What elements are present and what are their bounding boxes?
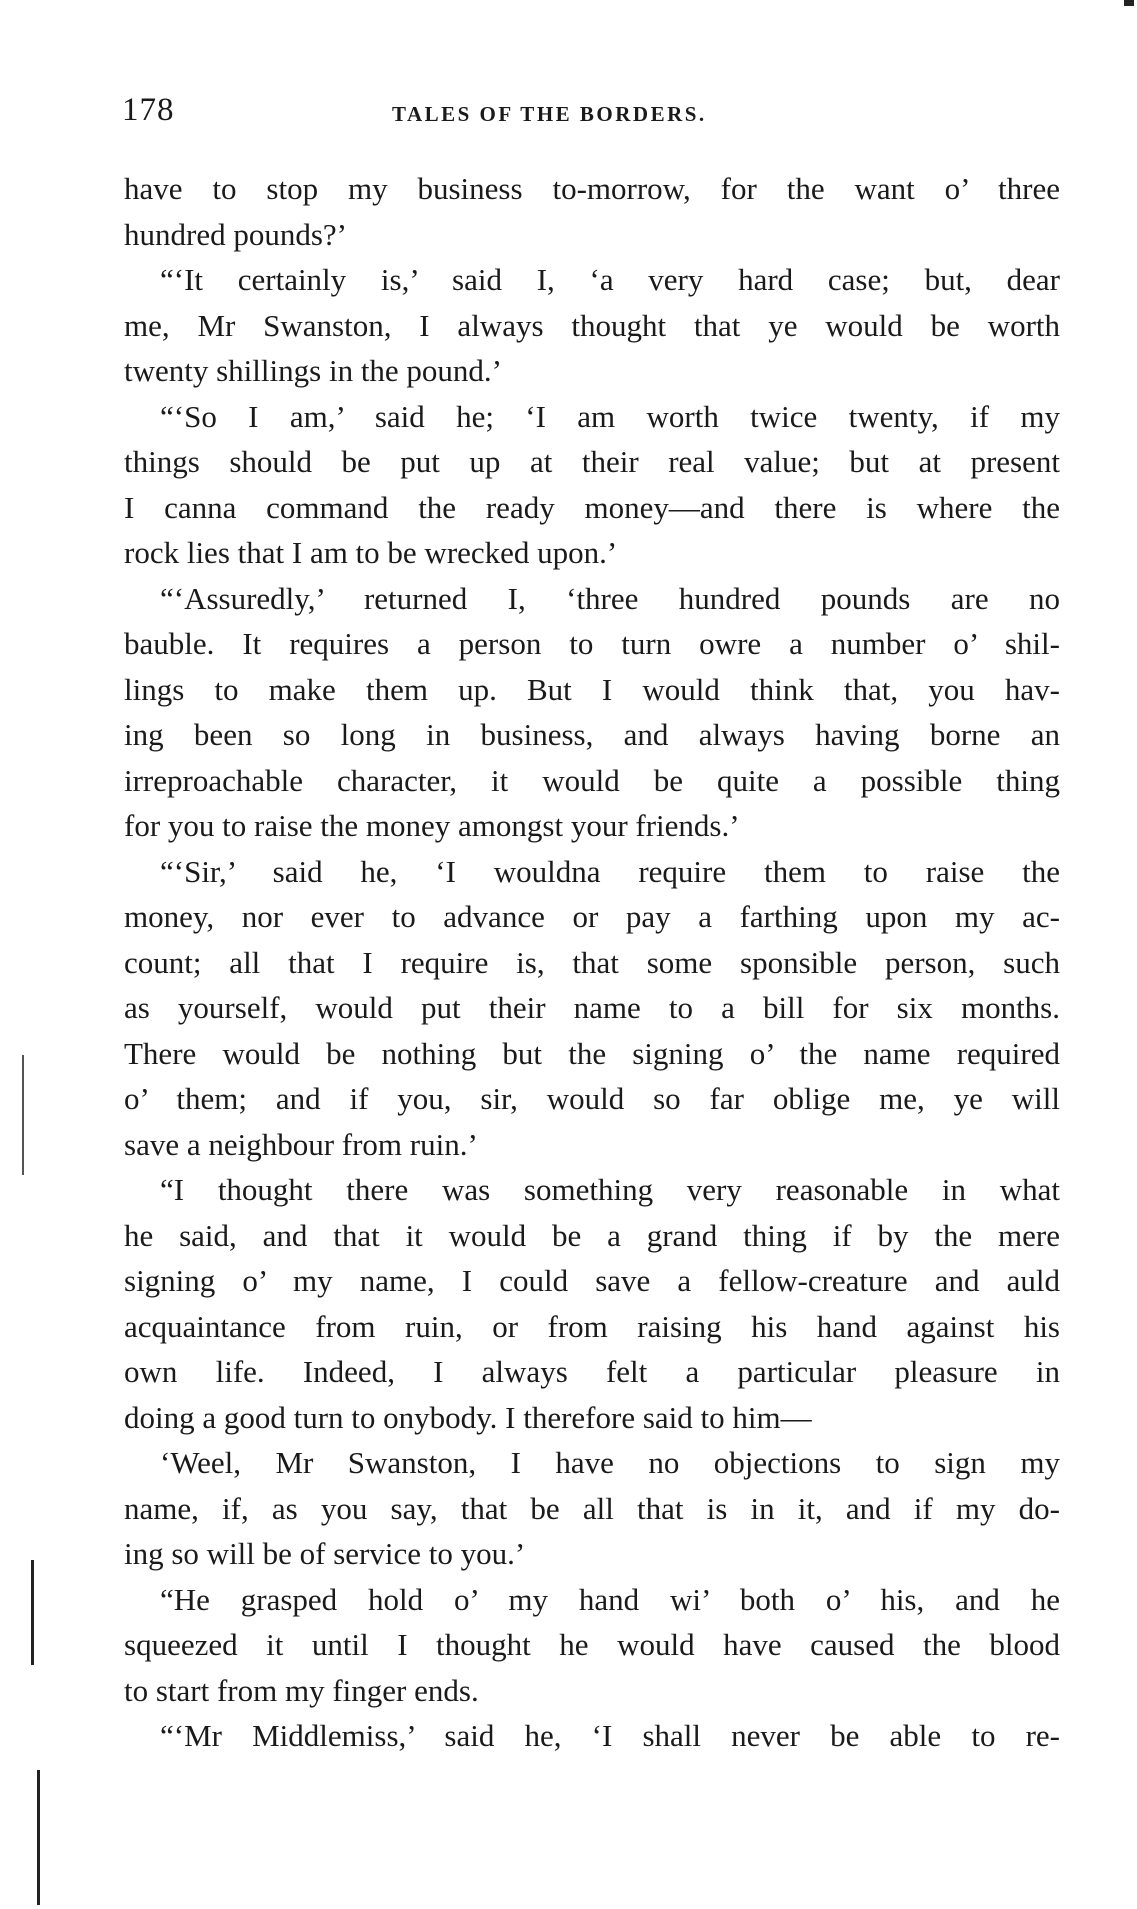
text-line: ‘Weel, Mr Swanston, I have no objections to sign my [160, 1445, 1060, 1480]
text-line: me, Mr Swanston, I always thought that ye would be worth [124, 307, 1060, 343]
text-line: name, if, as you say, that be all that is in it, and if my do- [124, 1490, 1060, 1526]
text-line: to start from my finger ends. [124, 1672, 479, 1708]
text-line: signing o’ my name, I could save a fellow-creature and auld [124, 1263, 1060, 1298]
text-line: “‘It certainly is,’ said I, ‘a very hard case; but, dear [160, 262, 1060, 297]
text-line: “He grasped hold o’ my hand wi’ both o’ his, and he [160, 1581, 1060, 1617]
text-line: o’ them; and if you, sir, would so far oblige me, ye will [124, 1081, 1060, 1116]
scan-edge-mark [37, 1770, 40, 1905]
text-line: as yourself, would put their name to a bill for six months. [124, 990, 1060, 1025]
text-line: bauble. It requires a person to turn owre a number o’ shil- [124, 626, 1060, 661]
text-line: “‘Assuredly,’ returned I, ‘three hundred pounds are no [160, 580, 1060, 616]
text-line: “‘Mr Middlemiss,’ said he, ‘I shall never be able to re- [160, 1718, 1060, 1753]
text-line: count; all that I require is, that some sponsible person, such [124, 944, 1060, 980]
text-line: “‘Sir,’ said he, ‘I wouldna require them to raise the [160, 853, 1060, 889]
text-line: save a neighbour from ruin.’ [124, 1126, 478, 1162]
running-head: TALES OF THE BORDERS. [392, 102, 707, 126]
text-line: squeezed it until I thought he would have caused the blood [124, 1627, 1060, 1662]
text-line: he said, and that it would be a grand thing if by the mere [124, 1217, 1060, 1253]
scan-edge-mark [22, 1055, 24, 1175]
page-header [122, 92, 1062, 142]
text-line: things should be put up at their real value; but at present [124, 444, 1060, 479]
text-line: I canna command the ready money—and there is where the [124, 489, 1060, 525]
text-line: “I thought there was something very reasonable in what [160, 1172, 1060, 1207]
text-line: acquaintance from ruin, or from raising his hand against his [124, 1308, 1060, 1344]
text-line: twenty shillings in the pound.’ [124, 353, 503, 388]
text-line: for you to raise the money amongst your friends.’ [124, 808, 740, 843]
text-line: have to stop my business to-morrow, for the want o’ three [124, 171, 1060, 206]
page-number: 178 [122, 92, 175, 128]
text-line: “‘So I am,’ said he; ‘I am worth twice twenty, if my [160, 398, 1060, 434]
text-line: ing so will be of service to you.’ [124, 1536, 526, 1571]
text-line: doing a good turn to onybody. I therefore said to him— [124, 1399, 812, 1435]
scan-edge-mark [31, 1560, 34, 1665]
text-line: There would be nothing but the signing o’ the name required [124, 1035, 1060, 1071]
text-line: rock lies that I am to be wrecked upon.’ [124, 535, 618, 570]
text-line: own life. Indeed, I always felt a particular pleasure in [124, 1354, 1060, 1389]
text-line: hundred pounds?’ [124, 216, 347, 252]
text-line: irreproachable character, it would be quite a possible thing [124, 762, 1060, 798]
scan-edge-mark [1124, 0, 1134, 6]
text-line: money, nor ever to advance or pay a farthing upon my ac- [124, 899, 1060, 934]
text-line: lings to make them up. But I would think that, you hav- [124, 671, 1060, 707]
body-text [124, 166, 1060, 1759]
text-line: ing been so long in business, and always having borne an [124, 717, 1060, 752]
